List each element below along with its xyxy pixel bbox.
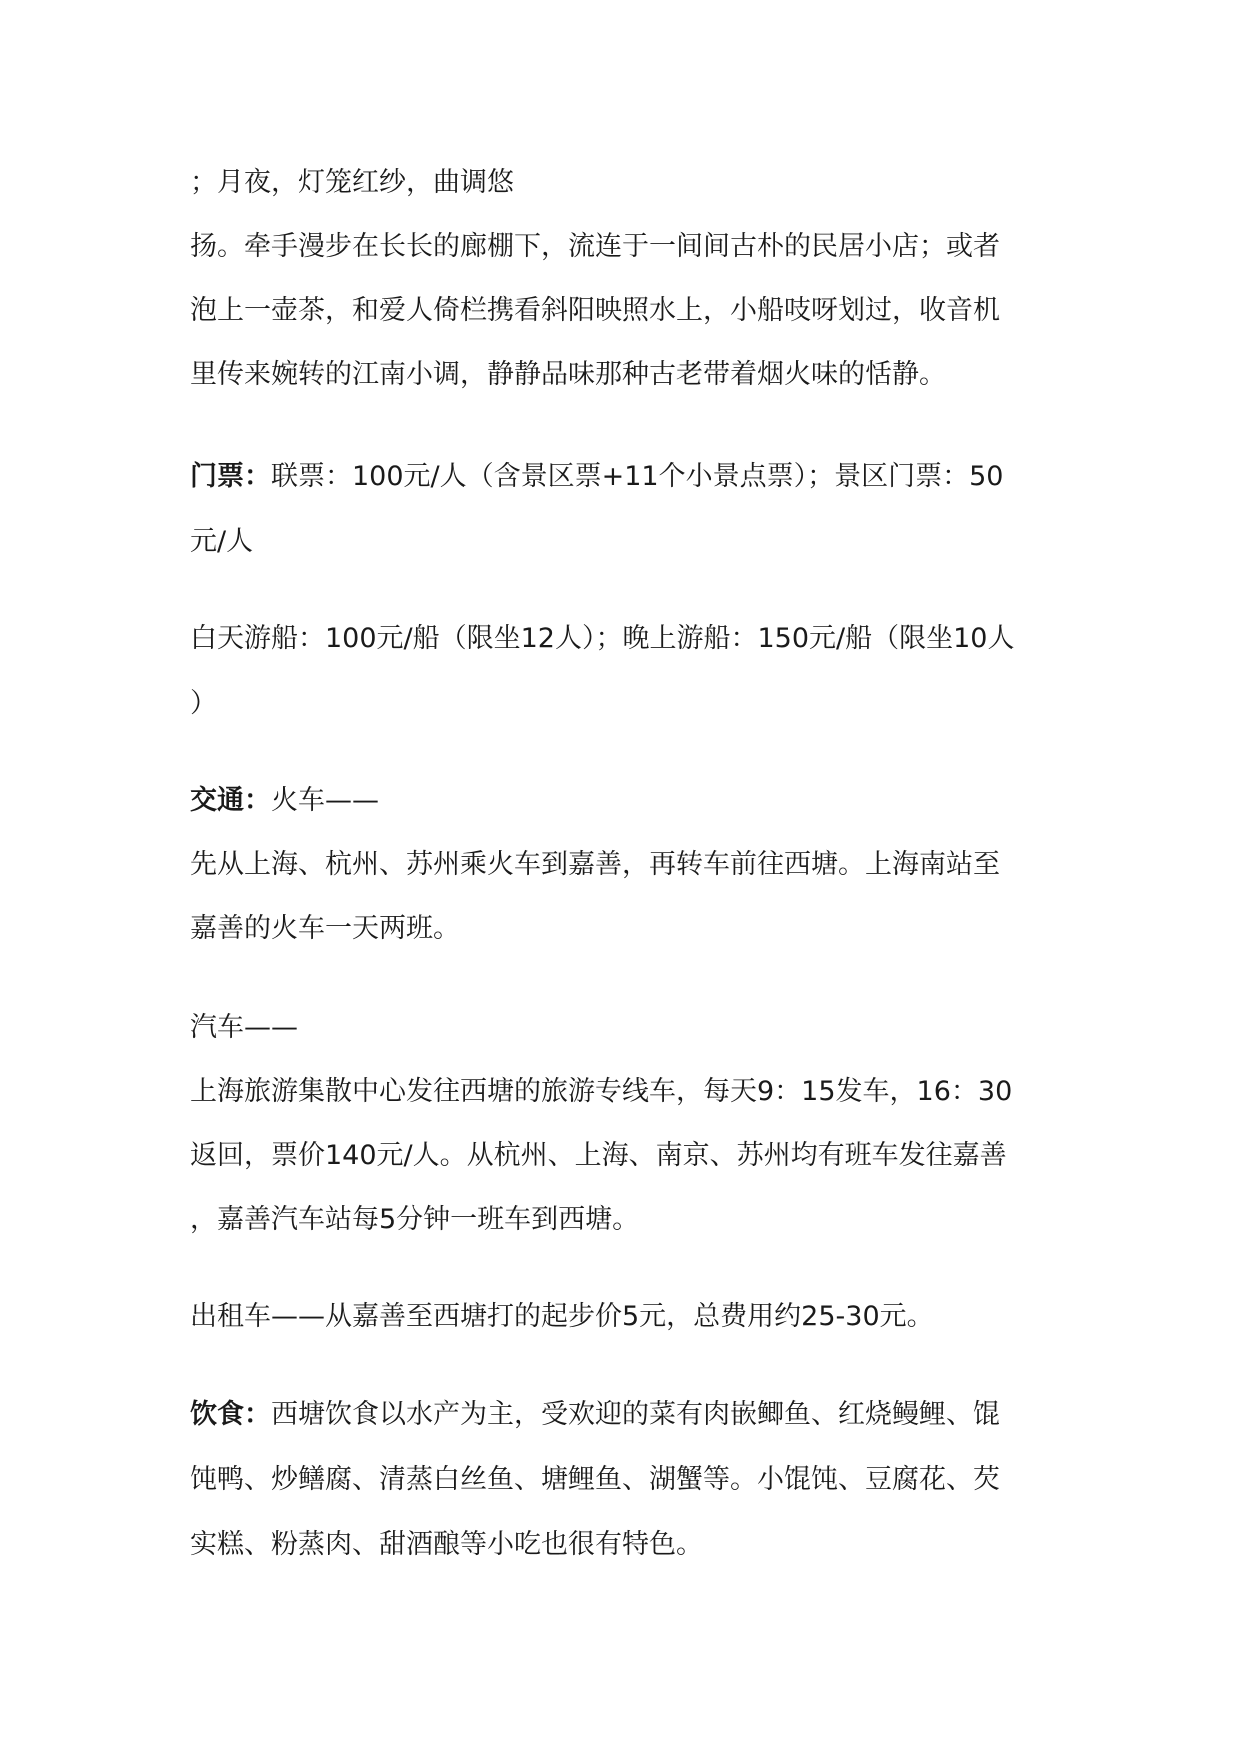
transport-label: 交通： (190, 785, 271, 816)
intro-line-4: 里传来婉转的江南小调，静静品味那种古老带着烟火味的恬静。 (190, 359, 946, 390)
food-text: 西塘饮食以水产为主，受欢迎的菜有肉嵌鲫鱼、红烧鳗鲤、馄 (271, 1399, 1000, 1430)
train-line-2: 嘉善的火车一天两班。 (190, 913, 460, 944)
tickets-text: 联票：100元/人（含景区票+11个小景点票）；景区门票：50 (271, 461, 1004, 492)
taxi-line: 出租车——从嘉善至西塘打的起步价5元，总费用约25-30元。 (190, 1301, 934, 1332)
food-line-2: 饨鸭、炒鳝腐、清蒸白丝鱼、塘鲤鱼、湖蟹等。小馄饨、豆腐花、芡 (190, 1464, 1000, 1495)
boat-line-2: ） (190, 688, 217, 719)
bus-line-2: 返回，票价140元/人。从杭州、上海、南京、苏州均有班车发往嘉善 (190, 1140, 1007, 1171)
food-line-3: 实糕、粉蒸肉、甜酒酿等小吃也很有特色。 (190, 1529, 703, 1560)
intro-line-3: 泡上一壶茶，和爱人倚栏携看斜阳映照水上，小船吱呀划过，收音机 (190, 295, 1000, 326)
bus-heading: 汽车—— (190, 1012, 298, 1043)
bus-line-3: ，嘉善汽车站每5分钟一班车到西塘。 (190, 1204, 640, 1235)
tickets-label: 门票： (190, 461, 271, 492)
train-heading: 火车—— (271, 785, 379, 816)
tickets-line-1 (190, 457, 1080, 497)
intro-line-2: 扬。牵手漫步在长长的廊棚下，流连于一间间古朴的民居小店；或者 (190, 231, 1000, 262)
transport-line-1 (190, 781, 1080, 821)
food-line-1 (190, 1395, 1080, 1435)
tickets-line-2: 元/人 (190, 526, 254, 557)
train-line-1: 先从上海、杭州、苏州乘火车到嘉善，再转车前往西塘。上海南站至 (190, 849, 1000, 880)
bus-line-1: 上海旅游集散中心发往西塘的旅游专线车，每天9：15发车，16：30 (190, 1076, 1013, 1107)
intro-line-1: ；月夜，灯笼红纱，曲调悠 (190, 167, 514, 198)
food-label: 饮食： (190, 1399, 271, 1430)
boat-line-1: 白天游船：100元/船（限坐12人）；晚上游船：150元/船（限坐10人 (190, 623, 1015, 654)
